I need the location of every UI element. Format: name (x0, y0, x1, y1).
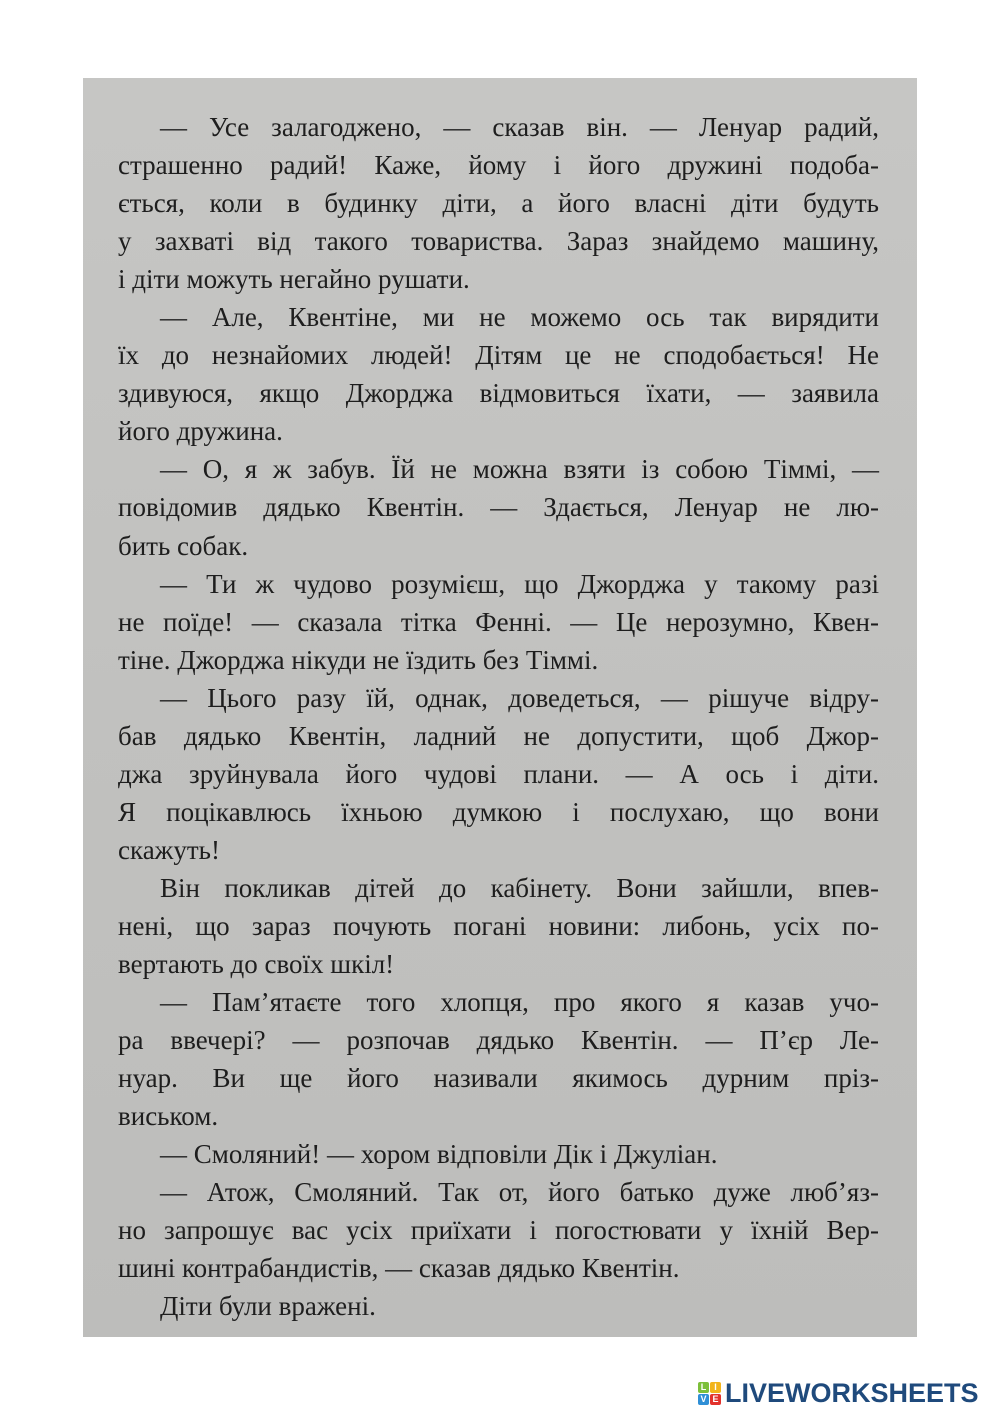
logo-icon-letter: I (710, 1382, 721, 1393)
text-line: здивуюся, якщо Джорджа відмовиться їхати, — заявила (118, 378, 879, 409)
text-line: їх до незнайомих людей! Дітям це не сподобається! Не (118, 340, 879, 371)
body-text (118, 108, 879, 1326)
text-line: бав дядько Квентін, ладний не допустити, щоб Джор- (118, 720, 879, 751)
text-line: — Смоляний! — хором відповіли Дік і Джуліан. (160, 1139, 718, 1170)
text-line: ється, коли в будинку діти, а його власні діти будуть (118, 188, 879, 219)
logo-icon-letter: L (698, 1382, 709, 1393)
text-line: не поїде! — сказала тітка Фенні. — Це нерозумно, Квен- (118, 606, 879, 637)
text-line: — О, я ж забув. Їй не можна взяти із собою Тіммі, — (160, 454, 879, 485)
logo-text: LIVEWORKSHEETS (725, 1377, 979, 1408)
text-line: Я поцікавлюсь їхньою думкою і послухаю, що вони (118, 796, 879, 827)
text-line: нені, що зараз почують погані новини: либонь, усіх по- (118, 910, 879, 941)
text-line: повідомив дядько Квентін. — Здається, Ленуар не лю- (118, 492, 879, 523)
text-line: Він покликав дітей до кабінету. Вони зайшли, впев- (160, 872, 879, 903)
text-line: но запрошує вас усіх приїхати і погостювати у їхній Вер- (118, 1215, 879, 1246)
text-line: вертають до своїх шкіл! (118, 949, 395, 980)
scanned-page (83, 78, 917, 1337)
logo-icon-letter: E (710, 1394, 721, 1405)
text-line: у захваті від такого товариства. Зараз знайдемо машину, (118, 226, 879, 257)
logo-icon-letter: V (698, 1394, 709, 1405)
text-line: — Атож, Смоляний. Так от, його батько дуже люб’яз- (160, 1177, 879, 1208)
text-line: — Пам’ятаєте того хлопця, про якого я казав учо- (160, 987, 879, 1018)
text-line: і діти можуть негайно рушати. (118, 264, 470, 295)
text-line: Діти були вражені. (160, 1291, 376, 1322)
text-line: страшенно радий! Каже, йому і його дружині подоба- (118, 150, 879, 181)
text-line: ра ввечері? — розпочав дядько Квентін. — П’єр Ле- (118, 1025, 879, 1056)
text-line: скажуть! (118, 834, 220, 865)
text-line: виськом. (118, 1101, 219, 1132)
text-line: — Усе залагоджено, — сказав він. — Ленуар радий, (160, 112, 879, 142)
text-line: тіне. Джорджа нікуди не їздить без Тіммі. (118, 644, 599, 675)
liveworksheets-logo (698, 1378, 979, 1408)
text-line: джа зруйнувала його чудові плани. — А ось і діти. (118, 758, 879, 789)
text-line: — Але, Квентіне, ми не можемо ось так вирядити (160, 302, 879, 333)
logo-icon (698, 1382, 721, 1405)
text-line: бить собак. (118, 530, 249, 561)
text-line: його дружина. (118, 416, 283, 447)
text-line: шині контрабандистів, — сказав дядько Квентін. (118, 1253, 680, 1284)
text-line: — Ти ж чудово розумієш, що Джорджа у такому разі (160, 568, 879, 599)
text-line: — Цього разу їй, однак, доведеться, — рішуче відру- (160, 682, 879, 713)
text-line: нуар. Ви ще його називали якимось дурним пріз- (118, 1063, 879, 1094)
